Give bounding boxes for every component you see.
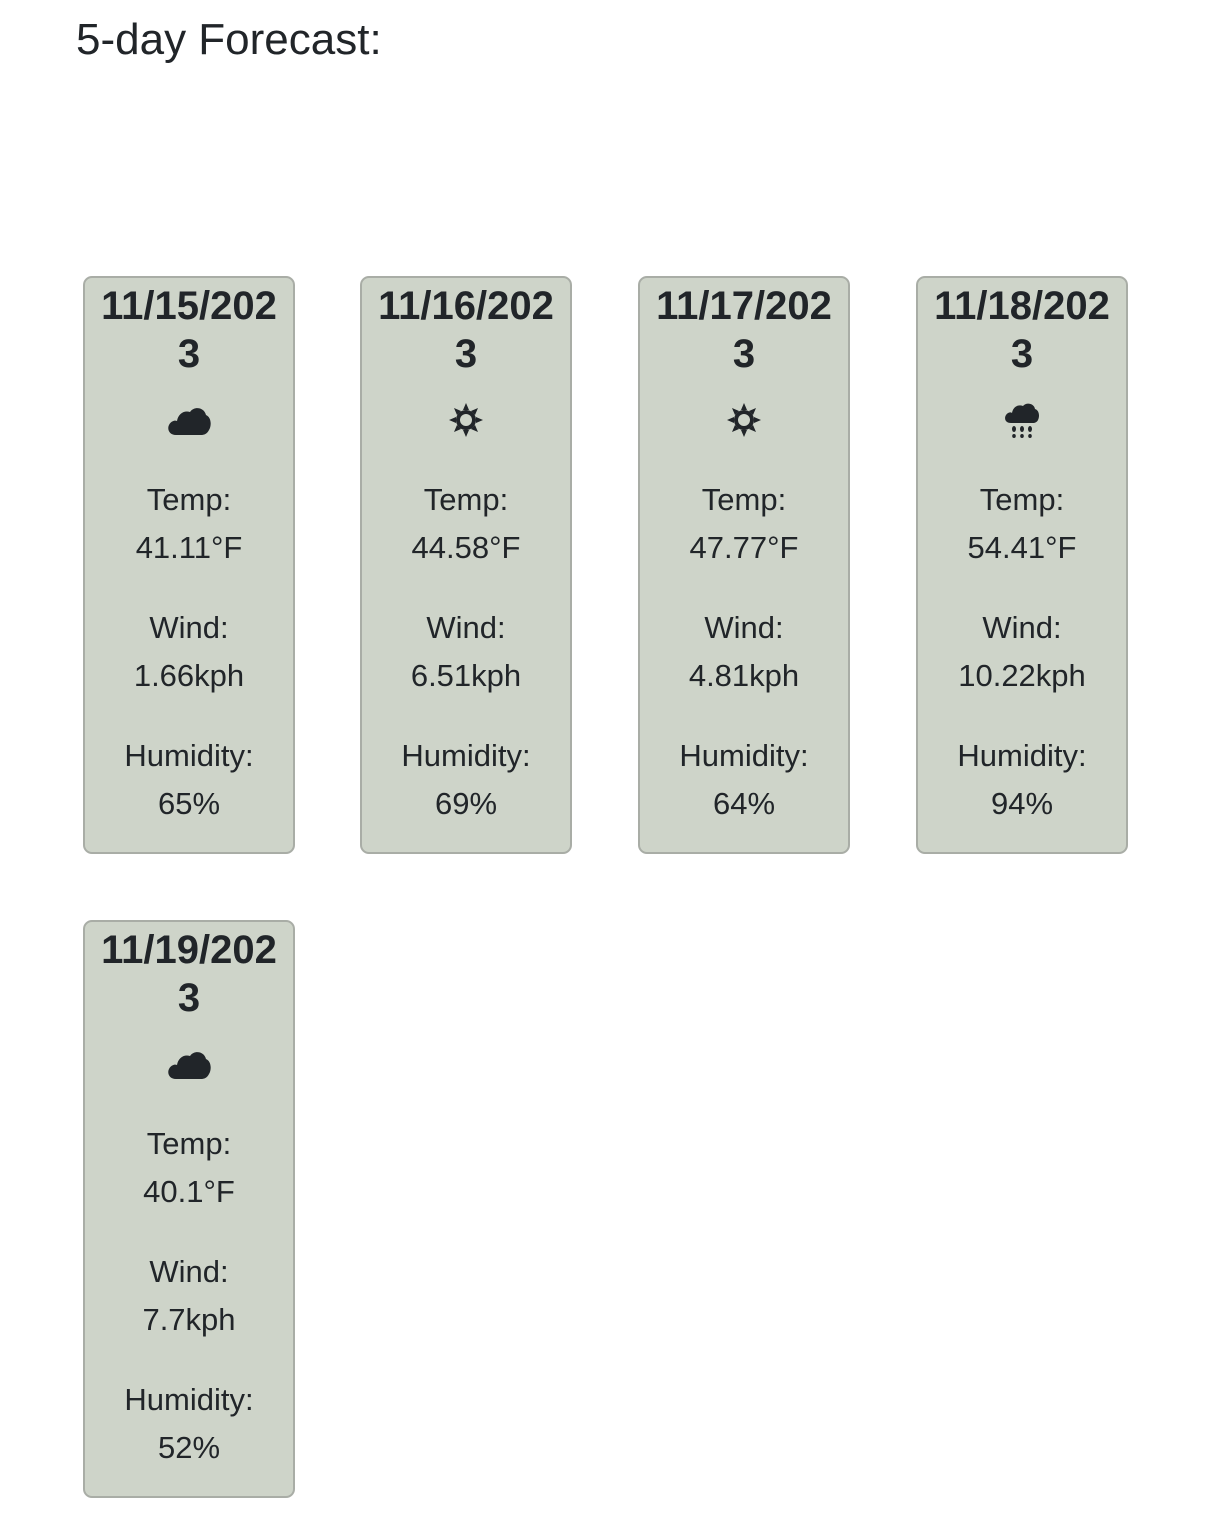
humidity-value: 64% — [712, 786, 776, 821]
forecast-date: 11/18/2023 — [934, 284, 1110, 376]
wind-value: 4.81kph — [688, 658, 800, 693]
temperature-value: 47.77°F — [689, 530, 799, 565]
forecast-date: 11/19/2023 — [101, 928, 277, 1020]
humidity-stat — [85, 732, 293, 828]
forecast-card — [916, 276, 1128, 854]
wind-value: 6.51kph — [410, 658, 522, 693]
humidity-stat — [362, 732, 570, 828]
temperature-value: 40.1°F — [143, 1174, 235, 1209]
forecast-card — [638, 276, 850, 854]
forecast-date: 11/16/2023 — [378, 284, 554, 376]
wind-value: 10.22kph — [958, 658, 1086, 693]
temperature-stat — [85, 1120, 293, 1216]
cloud-icon — [85, 1042, 293, 1086]
wind-stat — [85, 604, 293, 700]
wind-stat — [362, 604, 570, 700]
temperature-stat — [640, 476, 848, 572]
page-title: 5-day Forecast: — [76, 15, 382, 64]
temperature-value: 44.58°F — [411, 530, 521, 565]
wind-stat — [85, 1248, 293, 1344]
forecast-card — [83, 276, 295, 854]
wind-label: Wind: — [982, 610, 1062, 645]
temperature-label: Temp: — [701, 482, 787, 517]
humidity-value: 65% — [157, 786, 221, 821]
wind-stat — [918, 604, 1126, 700]
temperature-value: 41.11°F — [135, 530, 243, 565]
wind-value: 1.66kph — [133, 658, 245, 693]
temperature-value: 54.41°F — [967, 530, 1077, 565]
humidity-stat — [85, 1376, 293, 1472]
sun-icon — [640, 398, 848, 442]
humidity-label: Humidity: — [957, 738, 1087, 773]
temperature-label: Temp: — [146, 1126, 232, 1161]
humidity-stat — [640, 732, 848, 828]
temperature-label: Temp: — [979, 482, 1065, 517]
forecast-date: 11/17/2023 — [656, 284, 832, 376]
humidity-label: Humidity: — [401, 738, 531, 773]
humidity-value: 52% — [157, 1430, 221, 1465]
humidity-value: 69% — [434, 786, 498, 821]
humidity-label: Humidity: — [679, 738, 809, 773]
humidity-label: Humidity: — [124, 738, 254, 773]
wind-label: Wind: — [149, 1254, 229, 1289]
wind-stat — [640, 604, 848, 700]
humidity-stat — [918, 732, 1126, 828]
temperature-stat — [85, 476, 293, 572]
cloud-icon — [85, 398, 293, 442]
wind-label: Wind: — [149, 610, 229, 645]
temperature-label: Temp: — [146, 482, 232, 517]
forecast-card — [83, 920, 295, 1498]
humidity-value: 94% — [990, 786, 1054, 821]
wind-label: Wind: — [426, 610, 506, 645]
forecast-card — [360, 276, 572, 854]
temperature-stat — [362, 476, 570, 572]
wind-label: Wind: — [704, 610, 784, 645]
temperature-label: Temp: — [423, 482, 509, 517]
forecast-date: 11/15/2023 — [101, 284, 277, 376]
temperature-stat — [918, 476, 1126, 572]
rain-cloud-icon — [918, 398, 1126, 442]
sun-icon — [362, 398, 570, 442]
wind-value: 7.7kph — [142, 1302, 236, 1337]
humidity-label: Humidity: — [124, 1382, 254, 1417]
